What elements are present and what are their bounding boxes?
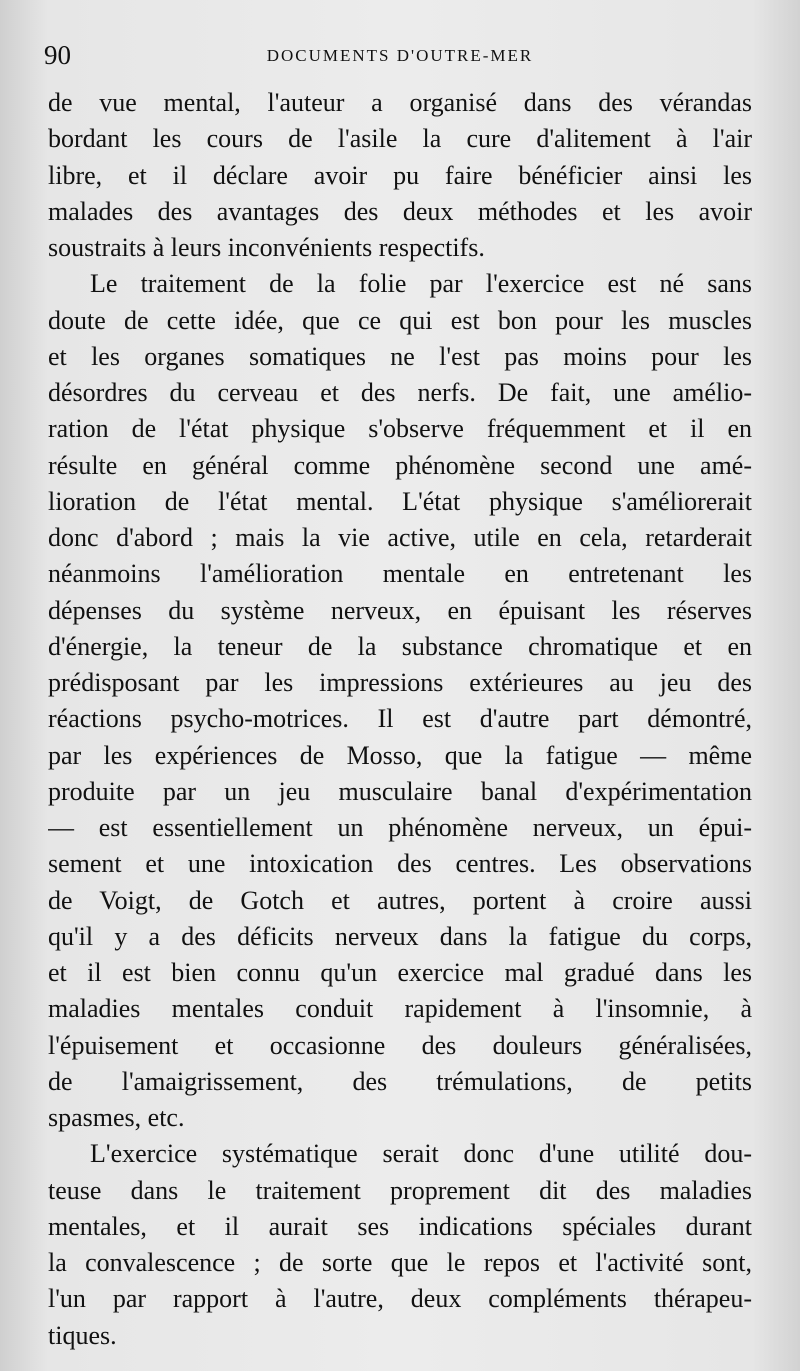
text-line: Le traitement de la folie par l'exercice est né sans [90,269,752,299]
text-line: qu'il y a des déficits nerveux dans la fatigue du corps, [48,921,752,951]
running-title: DOCUMENTS D'OUTRE-MER [266,46,534,65]
text-line: produite par un jeu musculaire banal d'expérimentation [48,776,752,806]
text-line: — est essentiellement un phénomène nerveux, un épui- [48,813,752,842]
text-line: ration de l'état physique s'observe fréquemment et il en [48,414,752,444]
text-line: mentales, et il aurait ses indications spéciales durant [48,1211,752,1241]
text-line: libre, et il déclare avoir pu faire bénéficier ainsi les [48,160,752,190]
page-number: 90 [44,40,71,70]
text-line: de Voigt, de Gotch et autres, portent à croire aussi [48,885,752,915]
text-line: lioration de l'état mental. L'état physique s'améliorerait [48,486,752,516]
text-line: néanmoins l'amélioration mentale en entretenant les [48,559,752,589]
text-line: maladies mentales conduit rapidement à l'insomnie, à [48,994,752,1024]
text-line: tiques. [48,1320,117,1350]
body-text [48,85,752,1354]
text-line: par les expériences de Mosso, que la fatigue — même [48,740,752,770]
paragraph [48,1136,752,1354]
text-line: sement et une intoxication des centres. Les observations [48,849,752,879]
text-line: prédisposant par les impressions extérieures au jeu des [48,668,752,697]
text-line: et les organes somatiques ne l'est pas moins pour les [48,341,752,371]
text-line: L'exercice systématique serait donc d'une utilité dou- [90,1139,752,1169]
paragraph [48,266,752,1136]
text-line: d'énergie, la teneur de la substance chromatique et en [48,631,752,661]
text-line: l'épuisement et occasionne des douleurs généralisées, [48,1030,752,1060]
text-line: résulte en général comme phénomène second une amé- [48,450,752,480]
text-line: teuse dans le traitement proprement dit des maladies [48,1175,752,1205]
page-header [44,40,756,80]
text-line: de vue mental, l'auteur a organisé dans des vérandas [48,88,752,117]
text-line: réactions psycho-motrices. Il est d'autre part démontré, [48,704,752,734]
paragraph [48,85,752,266]
text-line: doute de cette idée, que ce qui est bon pour les muscles [48,305,752,335]
text-line: et il est bien connu qu'un exercice mal gradué dans les [48,958,752,987]
text-line: de l'amaigrissement, des trémulations, de petits [48,1066,752,1096]
text-line: la convalescence ; de sorte que le repos et l'activité sont, [48,1248,752,1277]
text-line: donc d'abord ; mais la vie active, utile en cela, retarderait [48,523,752,552]
text-line: soustraits à leurs inconvénients respectifs. [48,233,485,262]
text-line: bordant les cours de l'asile la cure d'alitement à l'air [48,124,752,154]
text-line: malades des avantages des deux méthodes et les avoir [48,196,752,226]
text-line: l'un par rapport à l'autre, deux compléments thérapeu- [48,1284,752,1314]
text-line: spasmes, etc. [48,1103,185,1132]
text-line: dépenses du système nerveux, en épuisant les réserves [48,595,752,625]
text-line: désordres du cerveau et des nerfs. De fait, une amélio- [48,378,752,407]
